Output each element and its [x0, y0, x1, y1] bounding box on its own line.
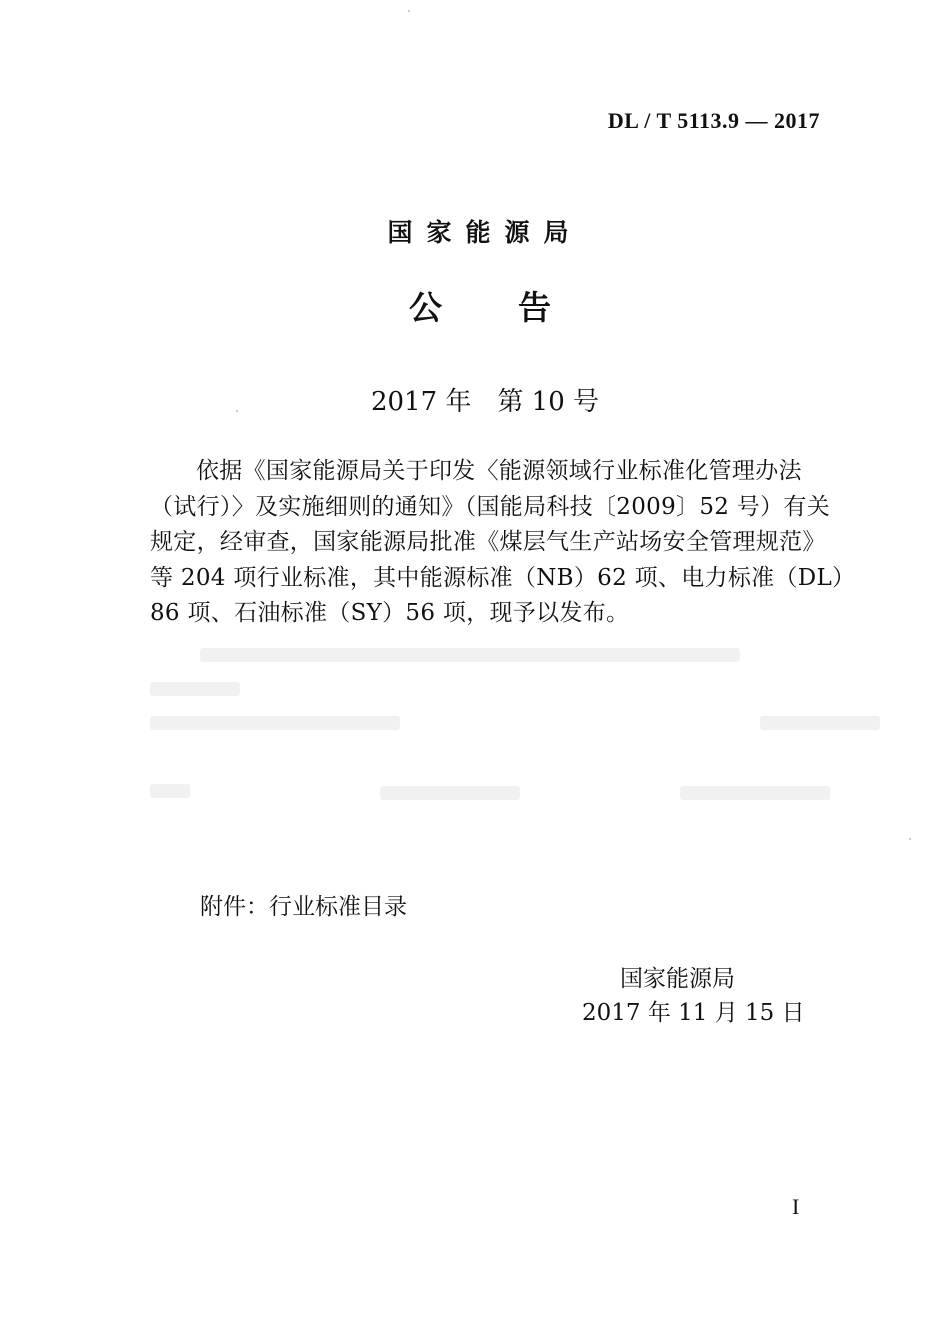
signing-organization: 国家能源局	[620, 966, 735, 992]
body-paragraph-line: 等 204 项行业标准，其中能源标准（NB）62 项、电力标准（DL）	[150, 564, 856, 591]
announcement-body	[150, 454, 856, 632]
faded-text-region	[150, 640, 850, 840]
scan-speck	[909, 838, 911, 840]
body-paragraph-line: 规定，经审查，国家能源局批准《煤层气生产站场安全管理规范》	[150, 529, 826, 555]
scan-speck	[236, 410, 238, 412]
body-paragraph-line: 依据《国家能源局关于印发〈能源领域行业标准化管理办法	[196, 458, 802, 484]
standard-code: DL / T 5113.9 — 2017	[607, 108, 820, 133]
scan-speck	[408, 10, 410, 12]
document-type-heading: 公告	[409, 288, 627, 327]
page-number: I	[792, 1194, 800, 1219]
announcement-sequence: 第 10 号	[497, 387, 600, 417]
announcement-number	[0, 381, 950, 418]
body-paragraph-line: （试行）〉及实施细则的通知》（国能局科技〔2009〕52 号）有关	[150, 493, 831, 520]
attachment-note: 附件：行业标准目录	[200, 894, 407, 920]
issuer-title: 国家能源局	[387, 218, 583, 247]
body-paragraph-line: 86 项、石油标准（SY）56 项，现予以发布。	[150, 600, 630, 626]
announcement-year: 2017 年	[370, 387, 472, 417]
signing-date: 2017 年 11 月 15 日	[582, 1000, 805, 1026]
